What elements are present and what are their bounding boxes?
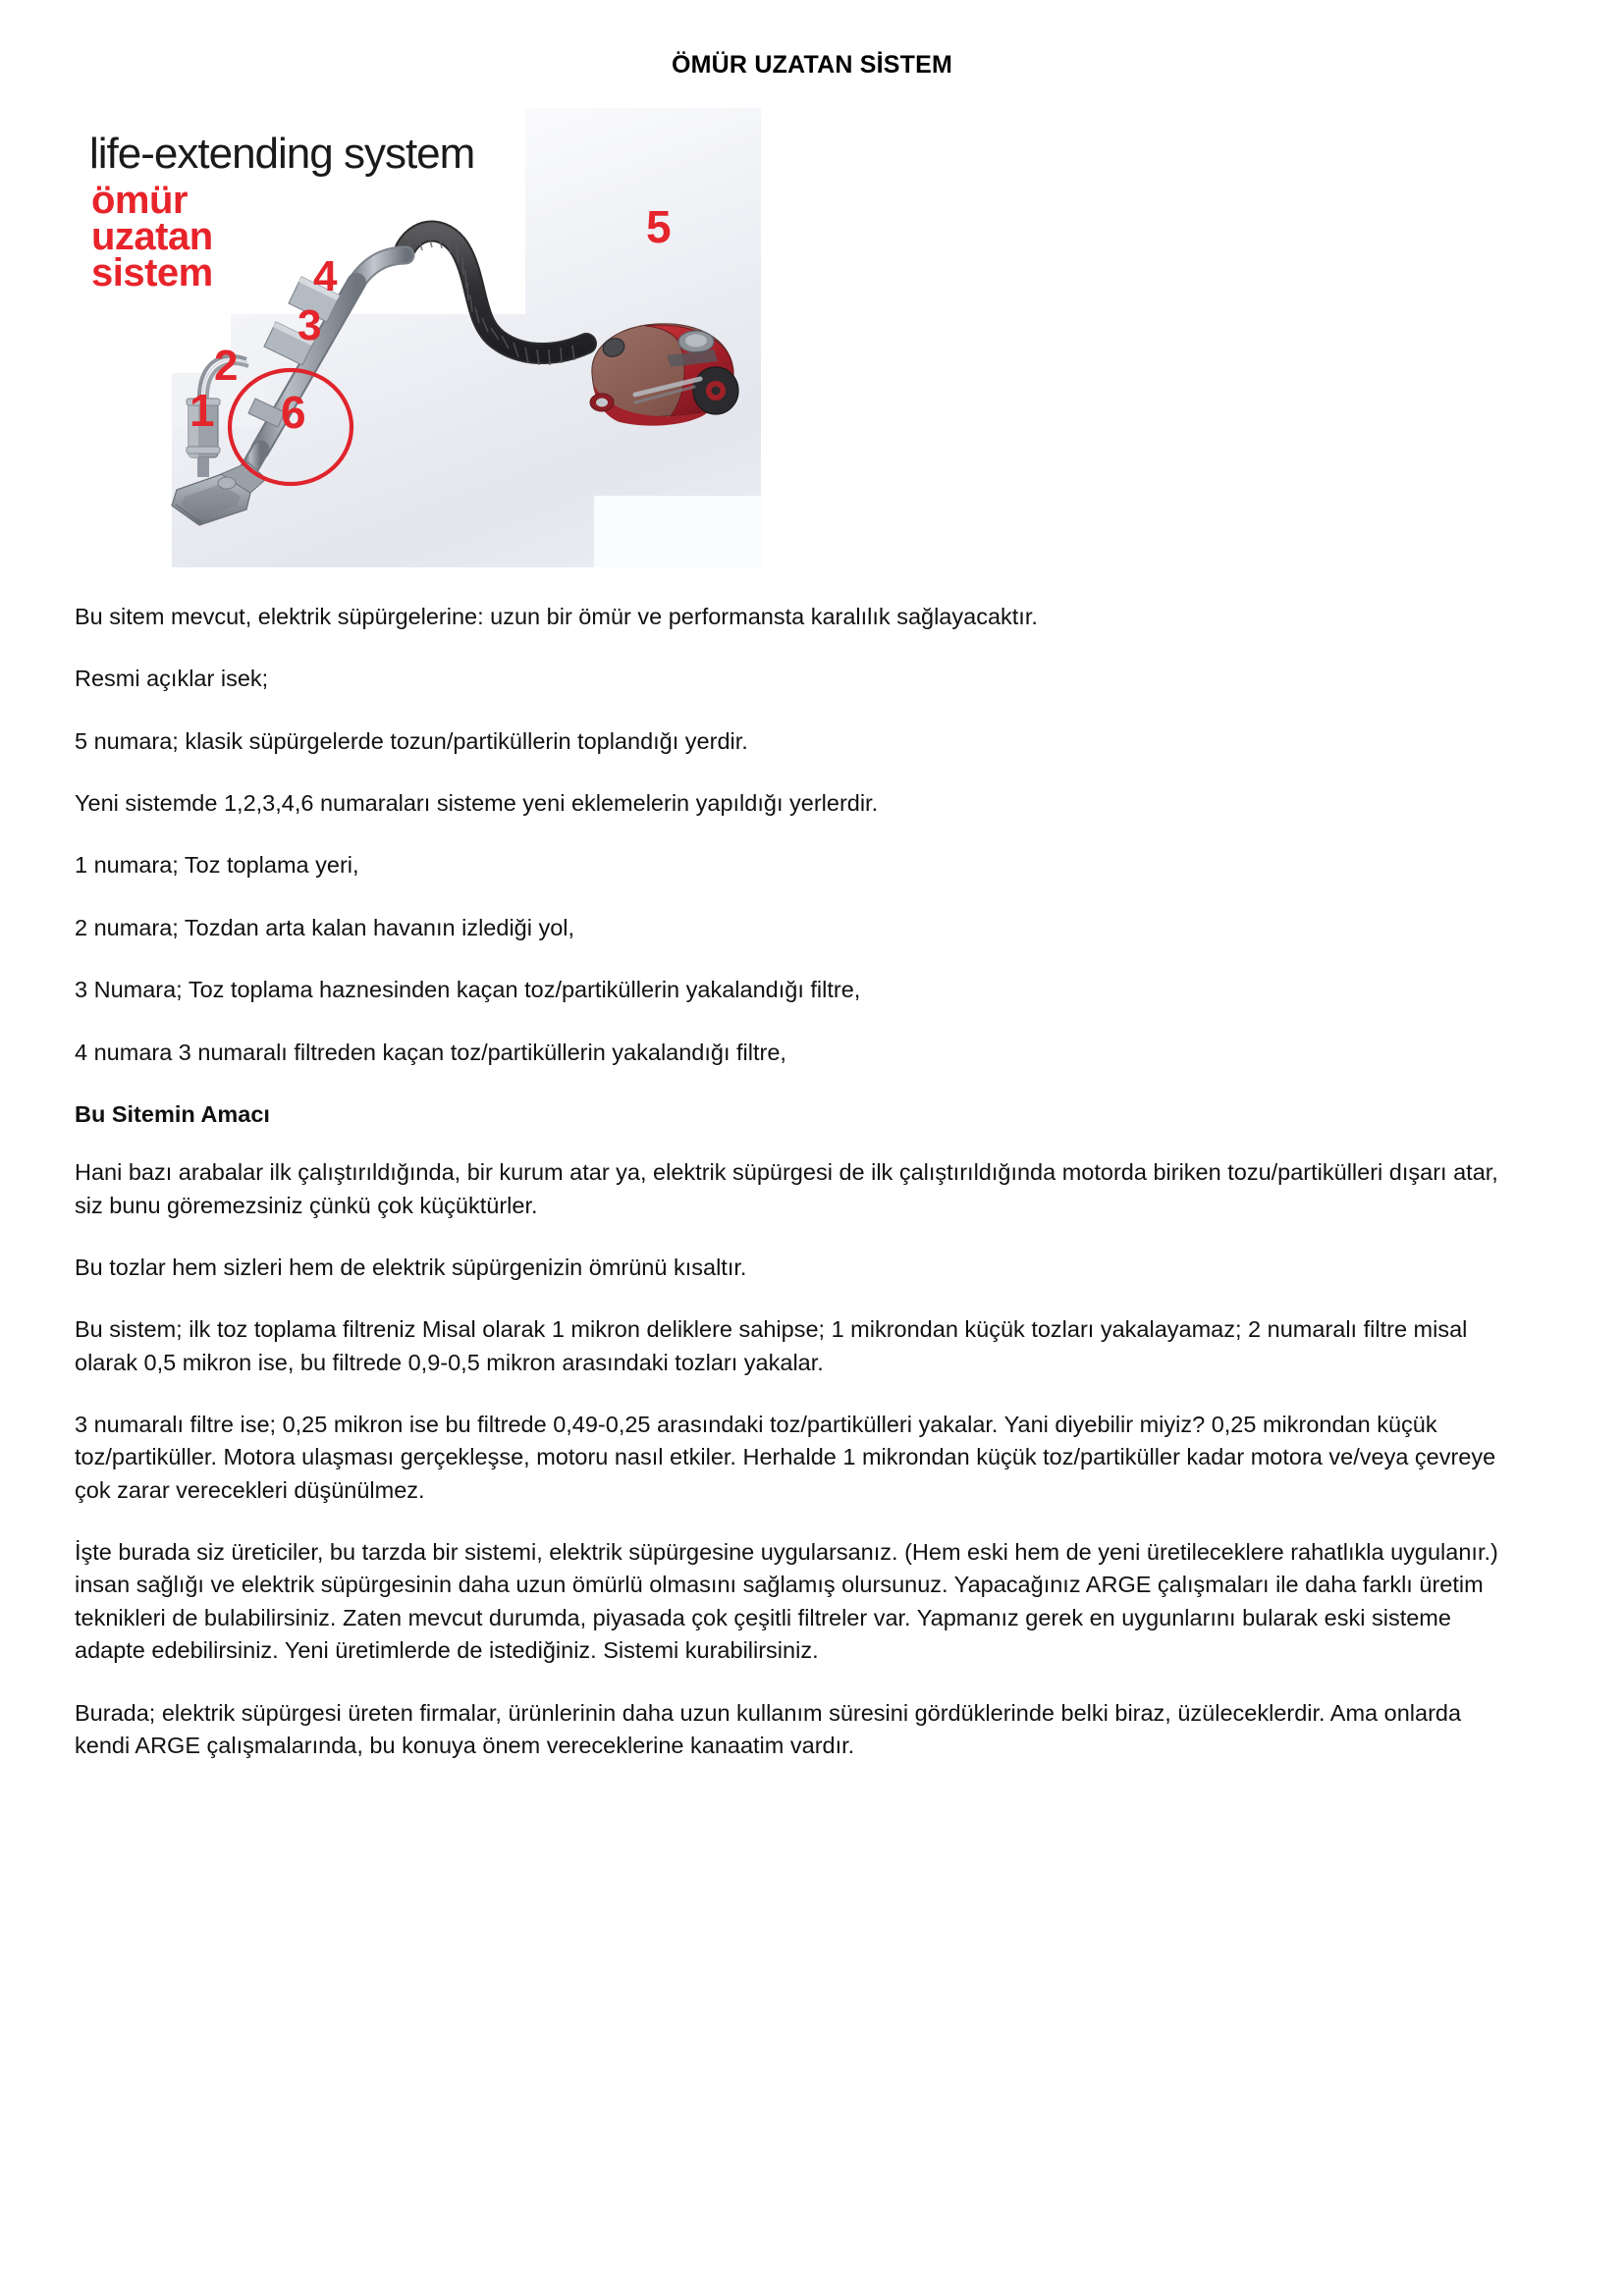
paragraph-filter-spec-2: 3 numaralı filtre ise; 0,25 mikron ise bu filtrede 0,49-0,25 arasındaki toz/partikülleri yakalar. Yani diyebilir miyiz? 0,25 mikrondan küçük toz/partiküller. Motora ulaşması gerçekleşse, motoru nasıl etkiler. Herhalde 1 mikrondan küçük toz/partiküller kadar motora ve/veya çevreye çok zarar verecekleri düşünülmez. <box>75 1412 1496 1503</box>
paragraph-intro: Bu sitem mevcut, elektrik süpürgelerine: uzun bir ömür ve performansta karalılık sağlayacaktır. <box>75 604 1038 629</box>
paragraph-purpose-2: Bu tozlar hem sizleri hem de elektrik süpürgenizin ömrünü kısaltır. <box>75 1254 747 1280</box>
paragraph-item-4: 4 numara 3 numaralı filtreden kaçan toz/partiküllerin yakalandığı filtre, <box>75 1039 786 1065</box>
page-title: ÖMÜR UZATAN SİSTEM <box>672 51 952 79</box>
paragraph-manufacturer-advice: İşte burada siz üreticiler, bu tarzda bir sistemi, elektrik süpürgesine uygularsanız. (Hem eski hem de yeni üretileceklere rahatlıkla uygulanır.) insan sağlığı ve elektrik süpürgesinin daha uzun ömürlü olmasını sağlamış olursunuz. Yapacağınız ARGE çalışmaları ile daha farklı üretim teknikleri de bulabilirsiniz. Zaten mevcut durumda, piyasada çok çeşitli filtreler var. Yapmanız gerek en uygunlarını bularak eski sisteme adapte edebilirsiniz. Yeni üretimlerde de istediğiniz. Sistemi kurabilirsiniz. <box>75 1539 1498 1664</box>
document-body <box>75 601 1500 1791</box>
callout-5: 5 <box>646 201 672 252</box>
paragraph-item-5: 5 numara; klasik süpürgelerde tozun/partiküllerin toplandığı yerdir. <box>75 727 748 754</box>
paragraph-purpose-1: Hani bazı arabalar ilk çalıştırıldığında, bir kurum atar ya, elektrik süpürgesi de ilk çalıştırıldığında motorda biriken tozu/partikülleri dışarı atar, siz bunu göremezsiniz çünkü çok küçüktürler. <box>75 1159 1498 1218</box>
paragraph-item-2: 2 numara; Tozdan arta kalan havanın izlediği yol, <box>75 914 575 940</box>
paragraph-explain-lead: Resmi açıklar isek; <box>75 666 269 692</box>
paragraph-closing: Burada; elektrik süpürgesi üreten firmalar, ürünlerinin daha uzun kullanım süresini gördüklerinde belki biraz, üzüleceklerdir. Ama onlarda kendi ARGE çalışmalarında, bu konuya önem vereceklerine kanaatim vardır. <box>75 1699 1462 1758</box>
figure-turkish-caption <box>91 179 213 295</box>
vacuum-cleaner-figure <box>74 108 761 567</box>
paragraph-new-system: Yeni sistemde 1,2,3,4,6 numaraları sisteme yeni eklemelerin yapıldığı yerlerdir. <box>75 790 879 817</box>
callout-1: 1 <box>189 385 215 436</box>
paragraph-item-1: 1 numara; Toz toplama yeri, <box>75 852 359 879</box>
callout-4: 4 <box>313 252 338 300</box>
figure-turkish-caption-line3: sistem <box>91 251 213 295</box>
figure-turkish-caption-line1: ömür <box>91 179 188 222</box>
paragraph-item-3: 3 Numara; Toz toplama haznesinden kaçan toz/partiküllerin yakalandığı filtre, <box>75 977 861 1003</box>
callout-3: 3 <box>298 301 322 349</box>
figure-english-caption: life-extending system <box>89 130 475 178</box>
paragraph-filter-spec-1: Bu sistem; ilk toz toplama filtreniz Misal olarak 1 mikron deliklere sahipse; 1 mikrondan küçük tozları yakalayamaz; 2 numaralı filtre misal olarak 0,5 mikron ise, bu filtrede 0,9-0,5 mikron arasındaki tozları yakalar. <box>75 1316 1468 1375</box>
callout-6: 6 <box>281 387 306 438</box>
section-heading-purpose: Bu Sitemin Amacı <box>75 1100 270 1127</box>
figure-turkish-caption-line2: uzatan <box>91 215 213 259</box>
callout-2: 2 <box>214 342 239 390</box>
